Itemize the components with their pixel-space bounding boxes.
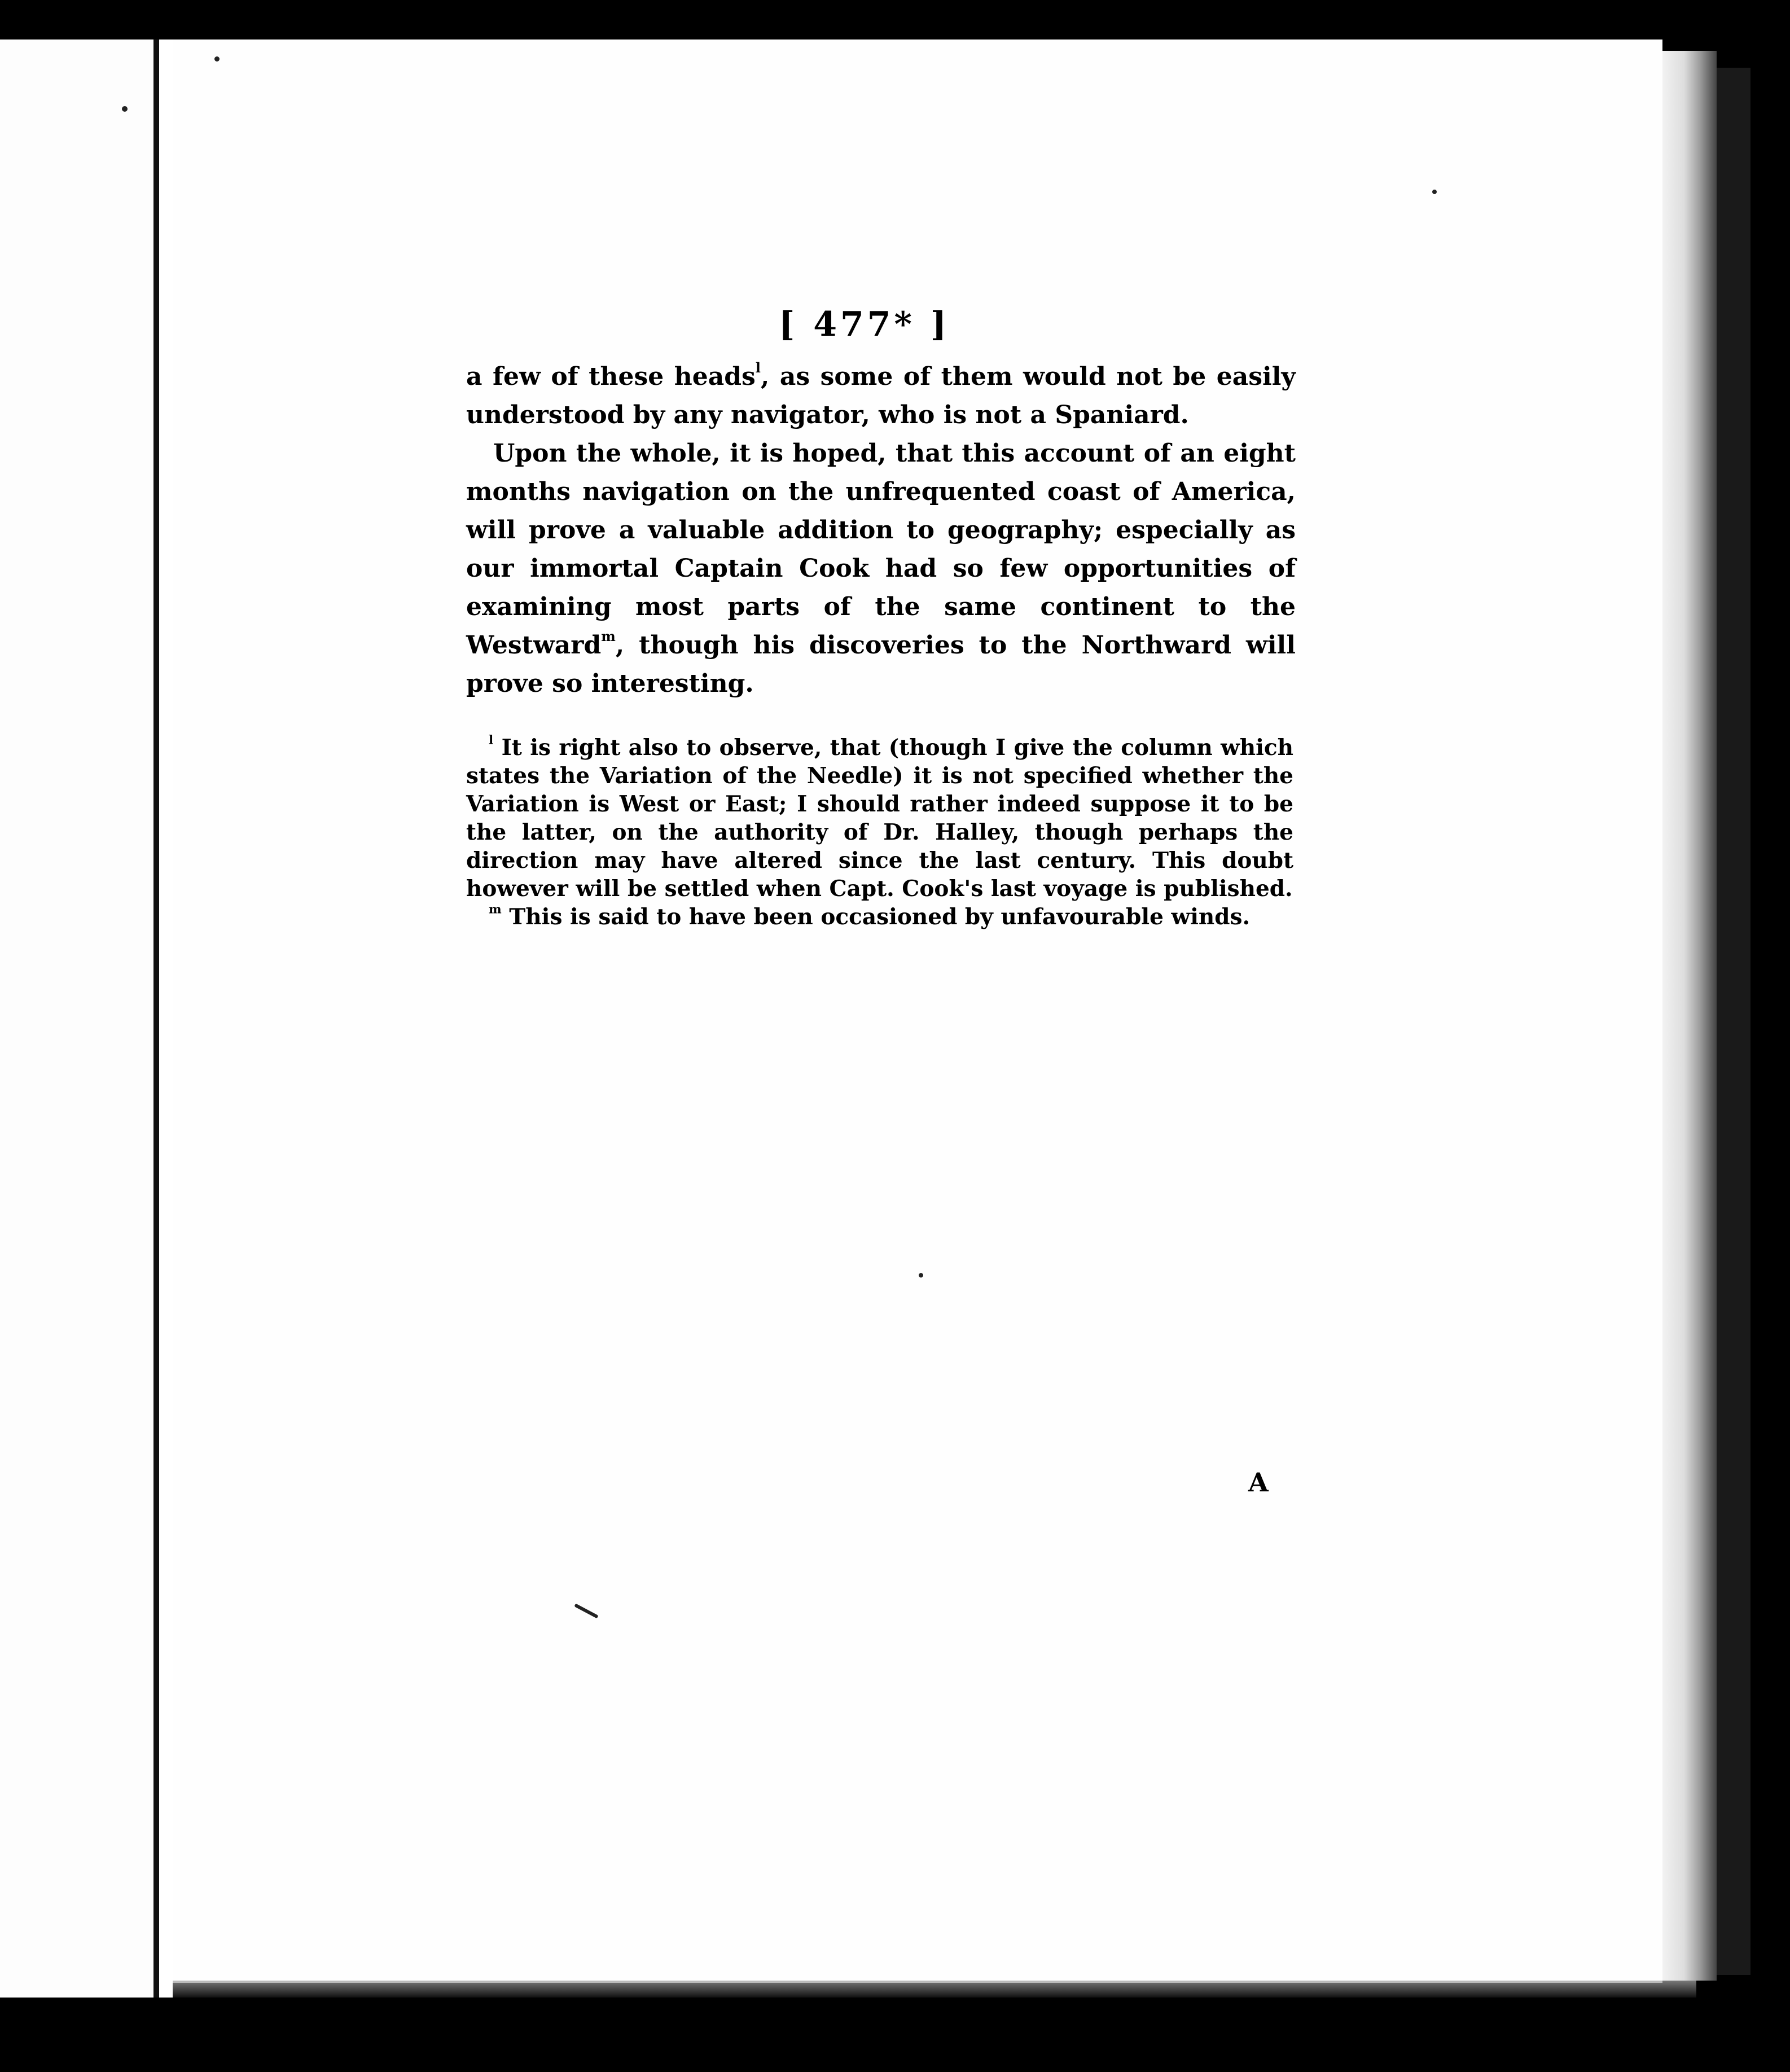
body-text: [466, 358, 1296, 703]
catchword: A: [1248, 1467, 1269, 1498]
body-text-segment: , though his discoveries to the Northward will prove so interesting.: [466, 631, 1296, 698]
footnote-text: It is right also to observe, that (though I give the column which states the Variation of the Needle) it is not specified whether the Variation is West or East; I should rather indeed suppose it to be the latter, on the authority of Dr. Halley, though perhaps the direction may have altered since the last century. This doubt however will be settled when Capt. Cook's last voyage is published.: [466, 735, 1294, 902]
page-number-header: [ 477* ]: [779, 305, 950, 344]
footnote: [466, 734, 1293, 903]
ink-speck: [214, 56, 220, 62]
footnote-marker: l: [489, 733, 494, 748]
ink-speck: [122, 106, 128, 112]
ink-speck: [919, 1273, 923, 1278]
ink-speck: [1432, 190, 1437, 194]
body-paragraph: [466, 434, 1296, 703]
body-paragraph: [466, 358, 1296, 434]
footnote-marker: m: [489, 902, 502, 917]
body-text-segment: , as some of them would not be easily understood by any navigator, who is not a Spaniard.: [466, 362, 1296, 429]
page-stack-edge: [1662, 51, 1717, 1981]
footnote-reference: m: [601, 628, 616, 645]
footnote-reference: l: [755, 359, 761, 376]
body-text-segment: Upon the whole, it is hoped, that this account of an eight months navigation on the unfrequented coast of America, will prove a valuable addition to geography; especially as our immortal Captain Cook had so few opportunities of examining most parts of the same continent to the Westward: [466, 439, 1296, 660]
footnote: [466, 903, 1293, 931]
body-text-segment: a few of these heads: [466, 362, 756, 391]
footnotes: [466, 734, 1293, 931]
facing-page-edge: [0, 39, 153, 1998]
footnote-text: This is said to have been occasioned by unfavourable winds.: [509, 904, 1251, 930]
book-cover-edge: [1717, 68, 1750, 1975]
